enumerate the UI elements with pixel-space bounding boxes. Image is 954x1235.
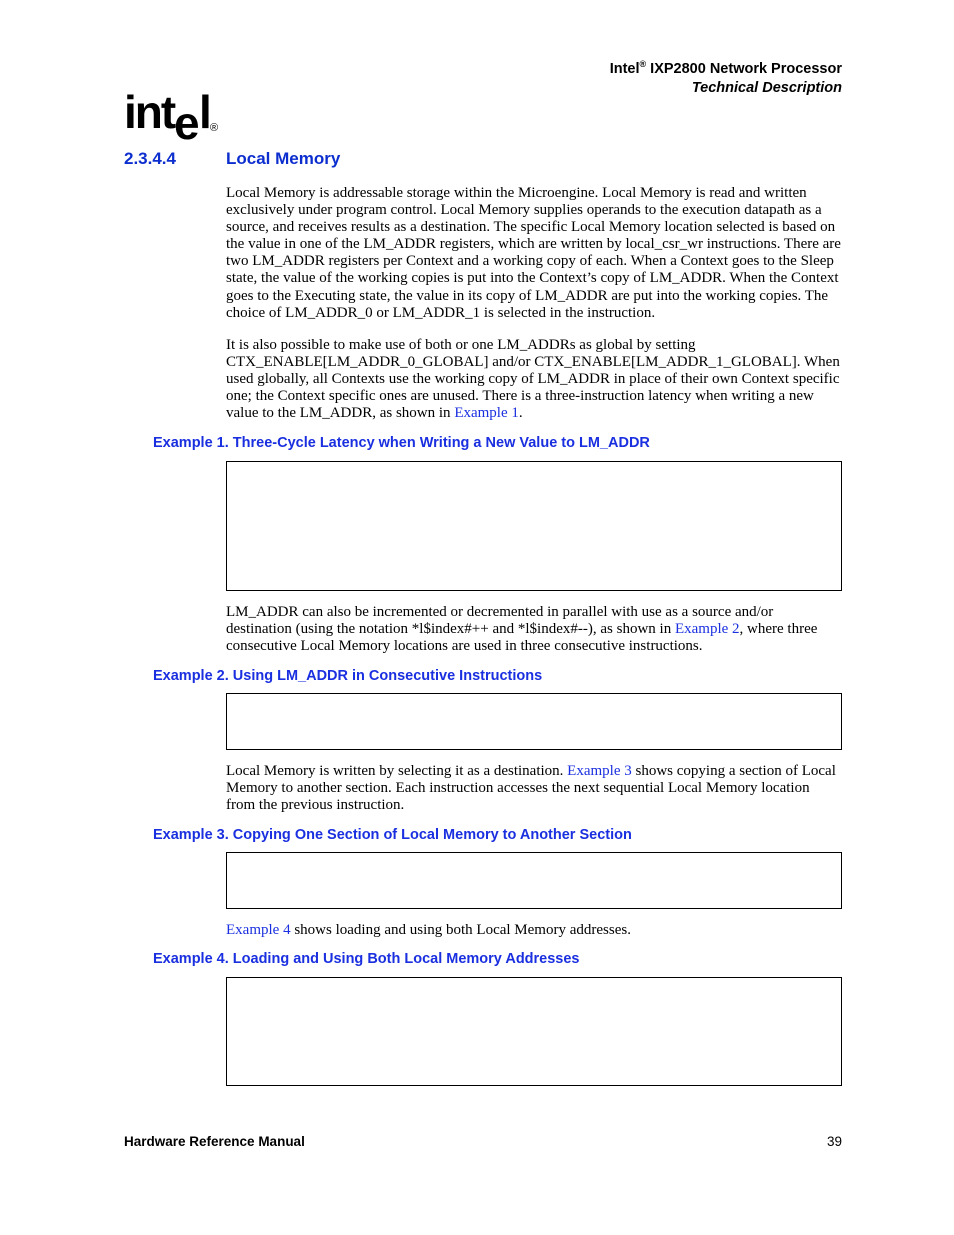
- link-example-2[interactable]: Example 2: [674, 621, 740, 638]
- paragraph-text: shows copying a section of Local Memory to another section. Each instruction accesses the next sequential Local Memory location from the previous instruction.: [226, 763, 836, 814]
- paragraph-local-memory-write: [226, 763, 842, 814]
- example-3-caption: Example 3. Copying One Section of Local Memory to Another Section: [153, 827, 632, 843]
- example-1-caption: Example 1. Three-Cycle Latency when Writing a New Value to LM_ADDR: [153, 435, 650, 451]
- header-product: IXP2800 Network Processor: [646, 61, 842, 77]
- example-4-caption: Example 4. Loading and Using Both Local Memory Addresses: [153, 951, 580, 967]
- paragraph-text: Local Memory is written by selecting it as a destination.: [226, 763, 568, 779]
- header-registered-mark: ®: [639, 59, 647, 69]
- paragraph-local-memory-intro: Local Memory is addressable storage within the Microengine. Local Memory is read and written exclusively under program control. Local Memory supplies operands to the execution datapath as a source, and receives results as a destination. The specific Local Memory location selected is based on the value in one of the LM_ADDR registers, which are written by local_csr_wr instructions. There are two LM_ADDR registers per Context and a working copy of each. When a Context goes to the Sleep state, the value of the working copies is put into the Context’s copy of LM_ADDR. When the Context goes to the Executing state, the value in its copy of LM_ADDR are put into the working copies. The choice of LM_ADDR_0 or LM_ADDR_1 is selected in the instruction.: [226, 185, 841, 321]
- link-example-4[interactable]: Example 4: [226, 922, 291, 938]
- logo-text-e: e: [174, 97, 200, 144]
- paragraph-text: It is also possible to make use of both or one LM_ADDRs as global by setting CTX_ENABLE[LM_ADDR_0_GLOBAL] and/or CTX_ENABLE[LM_ADDR_1_GLOBAL]. When used globally, all Contexts use the working copy of LM_ADDR in place of their own Context specific one; the Context specific ones are unused. There is a three-instruction latency when writing a new value to the LM_ADDR, as shown in: [226, 337, 840, 422]
- logo-text-l: l: [199, 86, 212, 138]
- paragraph-text: shows loading and using both Local Memory addresses.: [290, 922, 631, 938]
- paragraph-global-lm-addr: [226, 337, 842, 422]
- link-example-3[interactable]: Example 3: [567, 763, 632, 779]
- example-3-code-box: [226, 852, 842, 909]
- running-header: [610, 60, 842, 98]
- example-4-code-box: [226, 977, 842, 1086]
- section-title: Local Memory: [226, 149, 341, 168]
- logo-registered-mark: ®: [210, 122, 219, 134]
- example-1-code-box: [226, 461, 842, 591]
- intel-logo: [124, 84, 224, 144]
- logo-text-int: int: [124, 86, 175, 138]
- footer-page-number: 39: [826, 1134, 842, 1149]
- section-number: 2.3.4.4: [124, 149, 176, 168]
- paragraph-text: LM_ADDR can also be incremented or decremented in parallel with use as a source and/or destination (using the notation *l$index#++ and *l$index#--), as shown in: [226, 604, 774, 638]
- example-2-caption: Example 2. Using LM_ADDR in Consecutive Instructions: [153, 668, 543, 684]
- header-subtitle: Technical Description: [691, 80, 842, 96]
- paragraph-text: , where three consecutive Local Memory locations are used in three consecutive instructions.: [226, 621, 818, 655]
- paragraph-lm-addr-increment: [226, 604, 842, 655]
- header-brand: Intel: [609, 61, 640, 77]
- link-example-1[interactable]: Example 1: [454, 405, 519, 422]
- paragraph-example-4-intro: [226, 922, 842, 939]
- paragraph-text: .: [518, 405, 523, 422]
- example-2-code-box: [226, 693, 842, 750]
- header-product-line: [610, 60, 842, 79]
- footer-manual-title: Hardware Reference Manual: [124, 1134, 305, 1149]
